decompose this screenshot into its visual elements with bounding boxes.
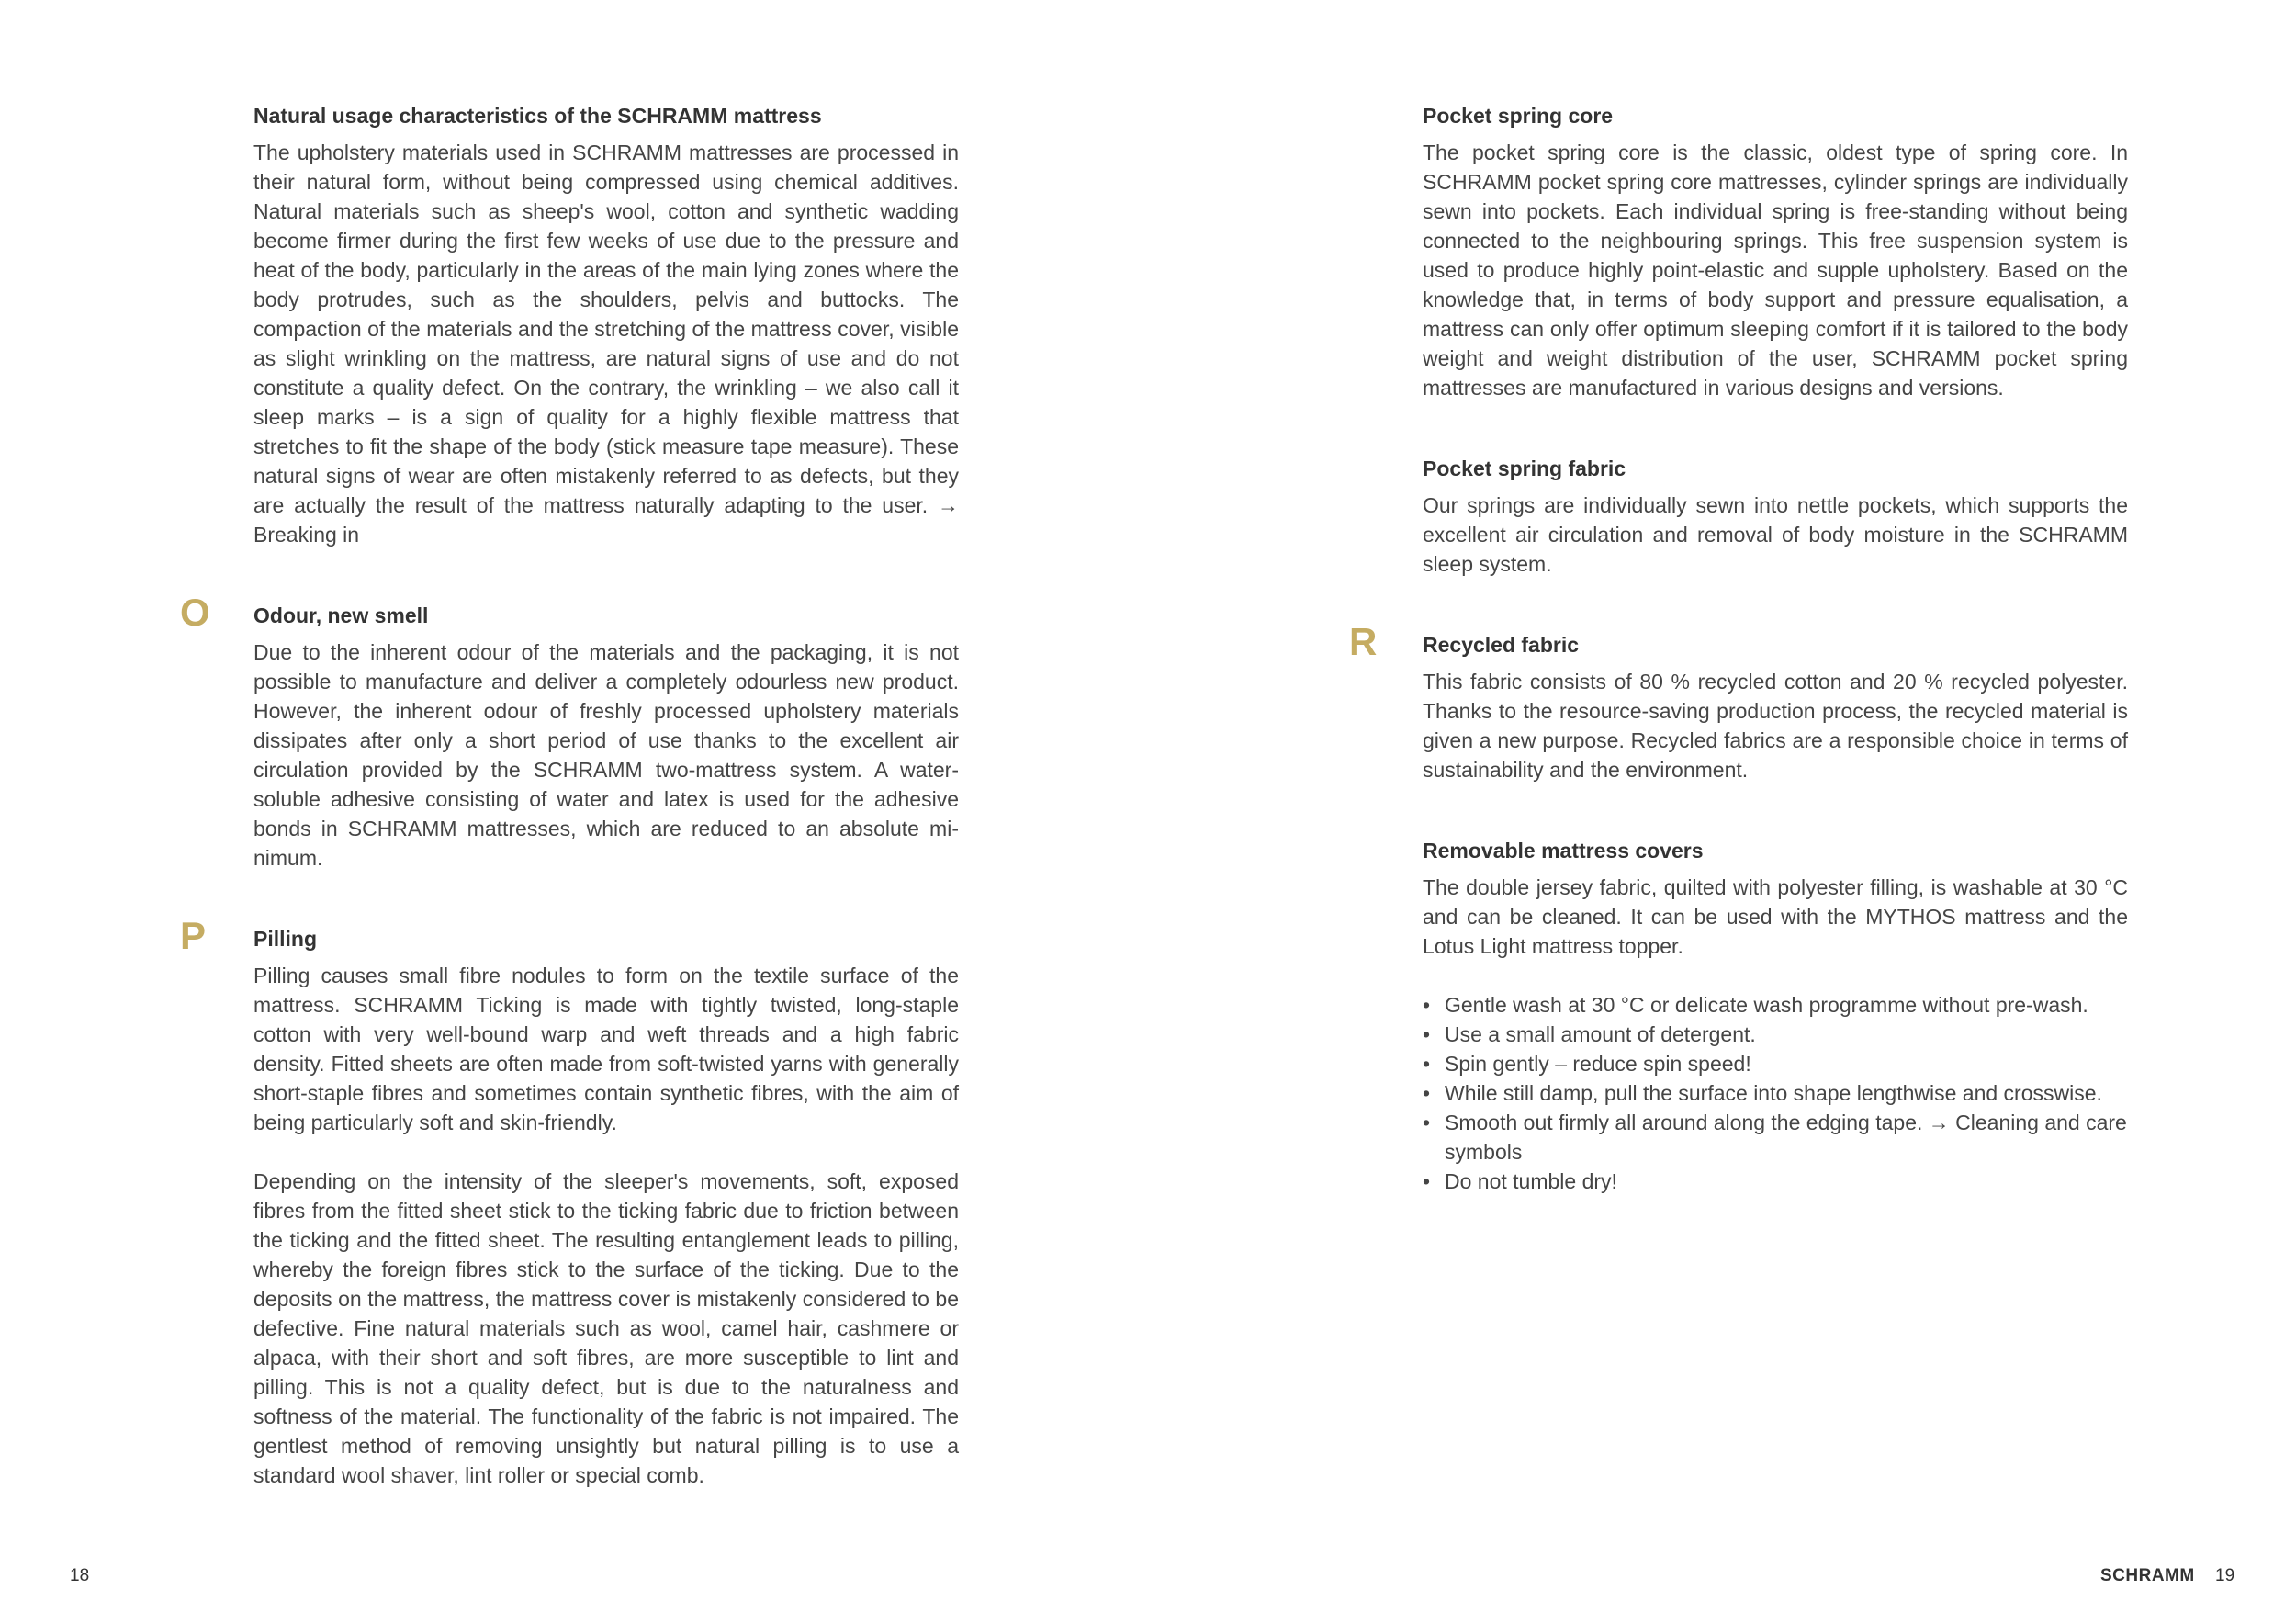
section-removable-covers bbox=[1423, 836, 2128, 1196]
list-item: • Smooth out firmly all around along the edging tape. → Cleaning and care symbols bbox=[1423, 1108, 2128, 1167]
section-title: Odour, new smell bbox=[253, 603, 429, 627]
section-pilling bbox=[180, 914, 959, 1490]
section-title: Recycled fabric bbox=[1423, 633, 1580, 657]
section-odour bbox=[180, 591, 959, 873]
left-column bbox=[180, 101, 959, 1490]
section-pocket-spring-fabric bbox=[1423, 454, 2128, 579]
brand-name: SCHRAMM bbox=[2100, 1566, 2195, 1585]
section-text: This fabric consists of 80 % recycled cotton and 20 % recycled polyester. Thanks to the resource-saving production process, the recycled material is given a new purpose. Recycled fabrics are a responsible choice in terms of sustainability and the environment. bbox=[1423, 670, 2128, 782]
right-column bbox=[1349, 101, 2128, 1196]
list-item: • Do not tumble dry! bbox=[1423, 1167, 2128, 1196]
section-text-2: Depending on the intensity of the sleeper's movements, soft, exposed fibres from the fitted sheet stick to the ticking fabric due to friction between the ticking and the fitted sheet. The resulting entanglement leads to pilling, whereby the foreign fibres stick to the surface of the ticking. Due to the deposits on the mattress, the mattress cover is mistakenly considered to be defective. Fine natural materials such as wool, camel hair, cashmere or alpaca, with their short and soft fibres, are more susceptible to lint and pilling. This is not a quality defect, but is due to the naturalness and softness of the material. The functionality of the fabric is not impaired. The gentlest method of removing unsightly but natural pilling is to use a standard wool shaver, lint roller or special comb. bbox=[253, 1169, 959, 1487]
section-text-1: Pilling causes small fibre nodules to form on the textile surface of the mattress. SCHRAMM Ticking is made with tightly twisted, long-staple cotton with very well-bound warp and weft threads and a high fabric density. Fitted sheets are often made from soft-twisted yarns with generally short-staple fibres and sometimes contain synthetic fibres, with the aim of being particularly soft and skin-friendly. bbox=[253, 964, 959, 1134]
list-item: • Gentle wash at 30 °C or delicate wash programme without pre-wash. bbox=[1423, 990, 2128, 1020]
section-title: Natural usage characteristics of the SCHRAMM mattress bbox=[253, 104, 822, 128]
section-title: Pocket spring fabric bbox=[1423, 457, 1626, 480]
page-number-right: 19 bbox=[2215, 1566, 2235, 1585]
page-number-left: 18 bbox=[70, 1566, 90, 1585]
index-letter-o: O bbox=[180, 591, 210, 634]
section-title: Pocket spring core bbox=[1423, 104, 1614, 128]
section-text: Our springs are individually sewn into nettle pockets, which supports the excellent air circulation and removal of body moisture in the SCHRAMM sleep system. bbox=[1423, 493, 2128, 576]
section-text: The upholstery materials used in SCHRAMM mattresses are processed in their natural form, without being compressed using chemical additives. Natural materials such as sheep's wool, cotton and synthetic wadding become firmer during the first few weeks of use due to the pressure and heat of the body, particularly in the areas of the main lying zones where the body protrudes, such as the shoulders, pelvis and buttocks. The compaction of the materials and the stretching of the mattress cover, visible as slight wrinkling on the mattress, are natural signs of use and do not constitute a quality defect. On the contrary, the wrinkling – we also call it sleep marks – is a sign of quality for a highly flexible mattress that stretches to fit the shape of the body (stick measure tape measure). These natural signs of wear are often mistakenly referred to as defects, but they are actually the result of the mattress naturally adapting to the user. → Breaking in bbox=[253, 141, 959, 547]
section-usage-characteristics bbox=[253, 101, 959, 549]
section-text: Due to the inherent odour of the materials and the packaging, it is not possible to manufacture and deliver a completely odourless new product. However, the inherent odour of freshly processed upholstery materials dissipates after only a short period of use thanks to the excellent air circulation provided by the SCHRAMM two-mattress system. A water-soluble adhesive consisting of water and latex is used for the adhesive bonds in SCHRAMM mattresses, which are reduced to an absolute minimum. bbox=[253, 640, 959, 870]
list-item: • While still damp, pull the surface into shape lengthwise and crosswise. bbox=[1423, 1078, 2128, 1108]
index-letter-r: R bbox=[1349, 620, 1378, 663]
list-item: • Use a small amount of detergent. bbox=[1423, 1020, 2128, 1049]
section-recycled-fabric bbox=[1349, 620, 2128, 784]
care-instructions-list bbox=[1423, 990, 2128, 1196]
section-title: Removable mattress covers bbox=[1423, 839, 1704, 863]
section-text: The double jersey fabric, quilted with polyester filling, is washable at 30 °C and can be cleaned. It can be used with the MYTHOS mattress and the Lotus Light mattress topper. bbox=[1423, 875, 2128, 958]
section-title: Pilling bbox=[253, 927, 317, 951]
index-letter-p: P bbox=[180, 914, 207, 957]
section-text: The pocket spring core is the classic, oldest type of spring core. In SCHRAMM pocket spring core mattresses, cylinder springs are individually sewn into pockets. Each individual spring is free-standing without being connected to the neighbouring springs. This free suspension system is used to produce highly point-elastic and supple upholstery. Based on the knowledge that, in terms of body support and pressure equalisation, a mattress can only offer optimum sleeping comfort if it is tailored to the body weight and weight distribution of the user, SCHRAMM pocket spring mattresses are manufactured in various designs and versions. bbox=[1423, 141, 2128, 400]
list-item: • Spin gently – reduce spin speed! bbox=[1423, 1049, 2128, 1078]
section-pocket-spring-core bbox=[1423, 101, 2128, 402]
